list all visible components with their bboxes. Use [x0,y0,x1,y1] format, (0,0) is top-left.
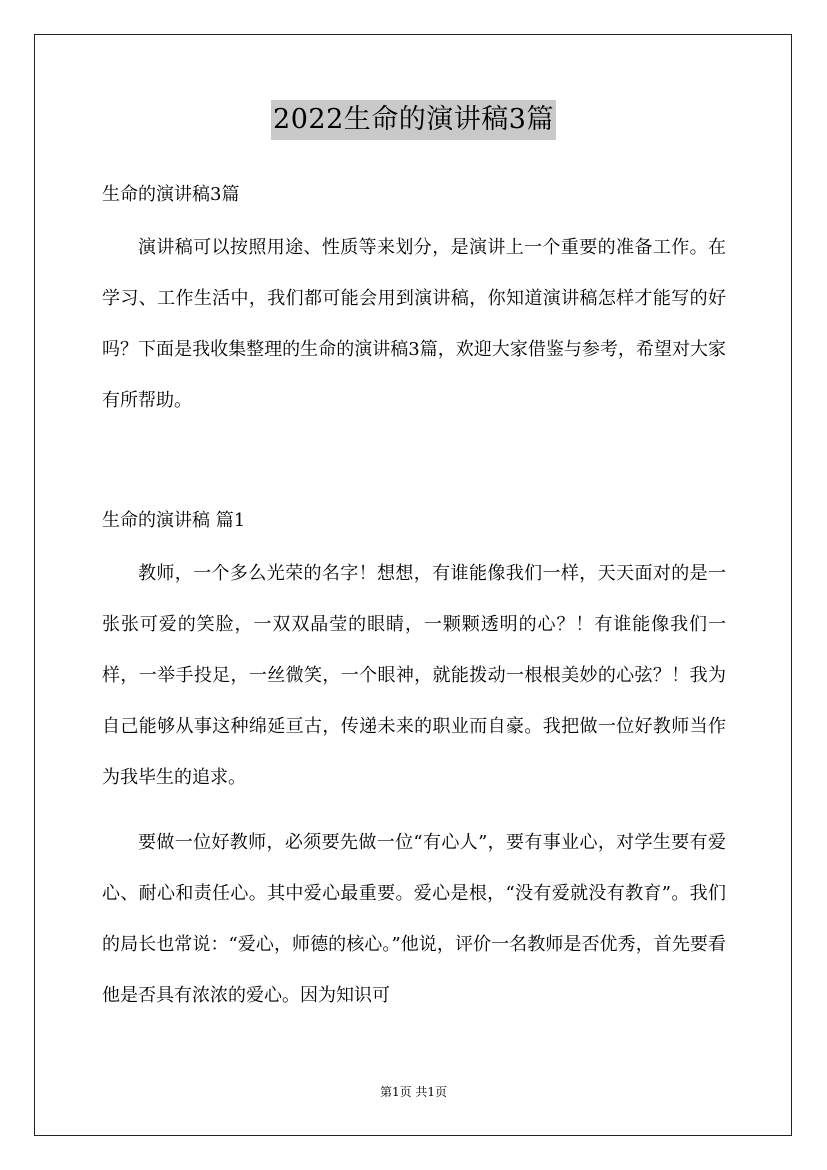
document-subtitle: 生命的演讲稿3篇 [102,184,240,205]
body-paragraph-2: 要做一位好教师，必须要先做一位“有心人”，要有事业心，对学生要有爱心、耐心和责任心。其中爱心最重要。爱心是根，“没有爱就没有教育”。我们的局长也常说：“爱心，师德的核心。”他说，评价一名教师是否优秀，首先要看他是否具有浓浓的爱心。因为知识可 [102,832,726,1006]
section-heading: 生命的演讲稿 篇1 [102,510,246,531]
intro-paragraph: 演讲稿可以按照用途、性质等来划分，是演讲上一个重要的准备工作。在学习、工作生活中，我们都可能会用到演讲稿，你知道演讲稿怎样才能写的好吗？下面是我收集整理的生命的演讲稿3篇，欢迎大家借鉴与参考，希望对大家有所帮助。 [102,237,726,411]
title-container [0,100,827,140]
page-footer: 第1页 共1页 [379,1085,448,1099]
document-title: 2022生命的演讲稿3篇 [271,100,556,140]
body-paragraph-1: 教师，一个多么光荣的名字！想想，有谁能像我们一样，天天面对的是一张张可爱的笑脸，一双双晶莹的眼睛，一颗颗透明的心？！有谁能像我们一样，一举手投足，一丝微笑，一个眼神，就能拨动一根根美妙的心弦？！我为自己能够从事这种绵延亘古，传递未来的职业而自豪。我把做一位好教师当作为我毕生的追求。 [102,563,726,788]
